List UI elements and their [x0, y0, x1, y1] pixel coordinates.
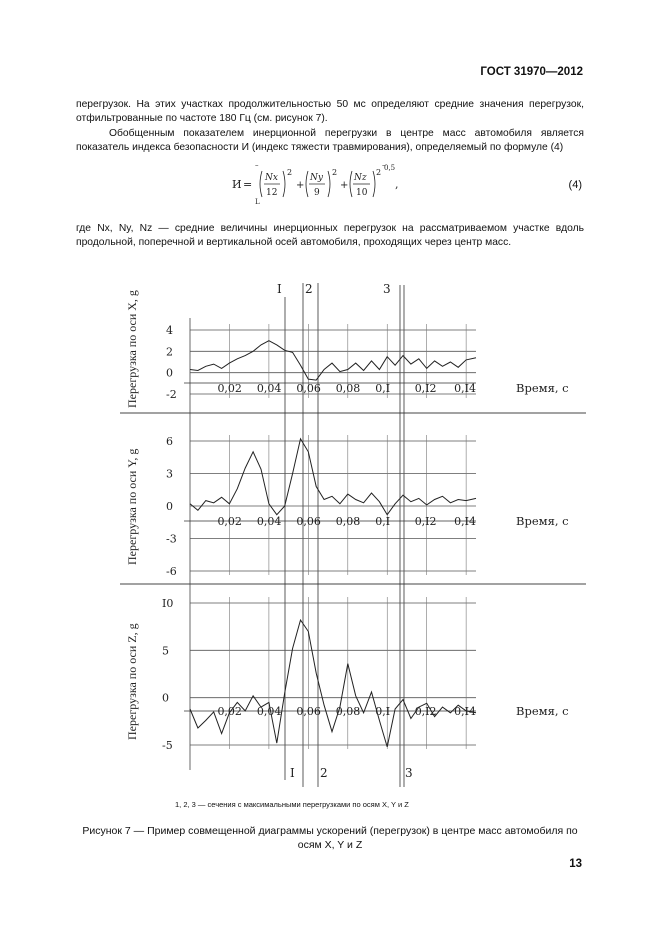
ylabel-y: Перегрузка по оси Y, g: [125, 448, 139, 565]
xtick-label: 0,06: [296, 382, 321, 395]
section-label-bottom-2: 2: [320, 766, 328, 780]
xtick-label: 0,I: [375, 382, 391, 395]
ytick-label: 0: [166, 500, 173, 513]
xtick-label: 0,I: [375, 705, 391, 718]
formula-power-2: 2: [332, 168, 338, 177]
svg-text:–: –: [255, 163, 259, 169]
section-label-top-3: 3: [383, 282, 391, 296]
data-series-x: [190, 341, 476, 380]
ytick-label: -2: [166, 388, 177, 401]
xtick-label: 0,06: [296, 515, 321, 528]
ytick-label: 2: [166, 345, 173, 359]
ytick-label: 0: [166, 366, 173, 380]
section-label-top-2: 2: [305, 282, 313, 296]
ylabel-z: Перегрузка по оси Z, g: [125, 623, 139, 740]
ylabel-x: Перегрузка по оси X, g: [125, 290, 139, 408]
svg-text:+: +: [296, 180, 305, 191]
ytick-label: -3: [166, 532, 177, 546]
svg-text:+: +: [340, 180, 349, 191]
formula-number: (4): [568, 179, 582, 191]
xtick-label: 0,I4: [454, 382, 476, 395]
ytick-label: 6: [166, 435, 173, 448]
formula-nz: Nz: [354, 173, 367, 183]
xtick-label: 0,08: [335, 382, 361, 395]
formula-d2: 9: [314, 188, 320, 198]
figure-caption: Рисунок 7 — Пример совмещенной диаграммы ускорений (перегрузок) в центре масс автомобиля по осям X, Y и Z: [82, 825, 578, 851]
xtick-label: 0,I4: [454, 515, 476, 528]
section-label-bottom-1: I: [290, 766, 295, 780]
data-series-z: [190, 620, 476, 747]
section-label-bottom-3: 3: [405, 766, 413, 780]
time-label: Время, с: [516, 381, 569, 395]
paragraph-1: перегрузок. На этих участках продолжительностью 50 мс определяют средние значения перегрузок, отфильтрованные по частоте 180 Гц (см. рисунок 7).: [76, 99, 584, 124]
time-label: Время, с: [516, 514, 569, 528]
formula-d1: 12: [266, 188, 278, 198]
formula-outer-power: 0,5: [384, 164, 396, 172]
data-series-y: [190, 439, 476, 515]
section-label-top-1: I: [277, 282, 282, 296]
formula-power-1: 2: [287, 168, 293, 177]
paragraph-3: где Nx, Ny, Nz — средние величины инерционных перегрузок на рассматриваемом участке вдоль продольной, поперечной и вертикальной осей автомобиля, проходящих через центр масс.: [76, 223, 584, 248]
xtick-label: 0,02: [217, 382, 242, 395]
xtick-label: 0,I2: [414, 705, 437, 718]
xtick-label: 0,04: [256, 515, 282, 528]
xtick-label: 0,I2: [414, 382, 437, 395]
svg-text:=: =: [243, 178, 253, 191]
xtick-label: 0,04: [256, 705, 282, 718]
formula-d3: 10: [356, 188, 368, 198]
svg-text:L: L: [255, 198, 260, 206]
standard-number: ГОСТ 31970—2012: [480, 66, 583, 78]
xtick-label: 0,I4: [454, 705, 476, 718]
svg-text:,: ,: [395, 178, 399, 191]
xtick-label: 0,02: [217, 705, 242, 718]
svg-text:–: –: [382, 163, 386, 169]
ytick-label: 4: [166, 324, 173, 337]
paragraph-2: Обобщенным показателем инерционной перегрузки в центре масс автомобиля является показатель индекса безопасности И (индекс тяжести травмирования), определяемый по формуле (4): [76, 128, 584, 153]
ytick-label: 3: [166, 467, 173, 481]
xtick-label: 0,06: [296, 705, 321, 718]
xtick-label: 0,04: [256, 382, 282, 395]
xtick-label: 0,08: [335, 705, 361, 718]
ytick-label: 5: [162, 644, 169, 658]
formula-ny: Ny: [310, 173, 323, 183]
ytick-label: 0: [162, 691, 169, 705]
formula-lhs: И: [232, 178, 242, 191]
time-label: Время, с: [516, 704, 569, 718]
formula-power-3: 2: [376, 168, 382, 177]
xtick-label: 0,I: [375, 515, 391, 528]
figure-note: 1, 2, 3 — сечения с максимальными перегрузками по осям X, Y и Z: [175, 800, 409, 809]
ytick-label: -6: [166, 565, 177, 578]
formula-nx: Nx: [265, 173, 278, 183]
xtick-label: 0,02: [217, 515, 242, 528]
xtick-label: 0,I2: [414, 515, 437, 528]
ytick-label: I0: [162, 597, 174, 610]
ytick-label: -5: [162, 739, 173, 752]
page-number: 13: [569, 858, 582, 870]
xtick-label: 0,08: [335, 515, 361, 528]
